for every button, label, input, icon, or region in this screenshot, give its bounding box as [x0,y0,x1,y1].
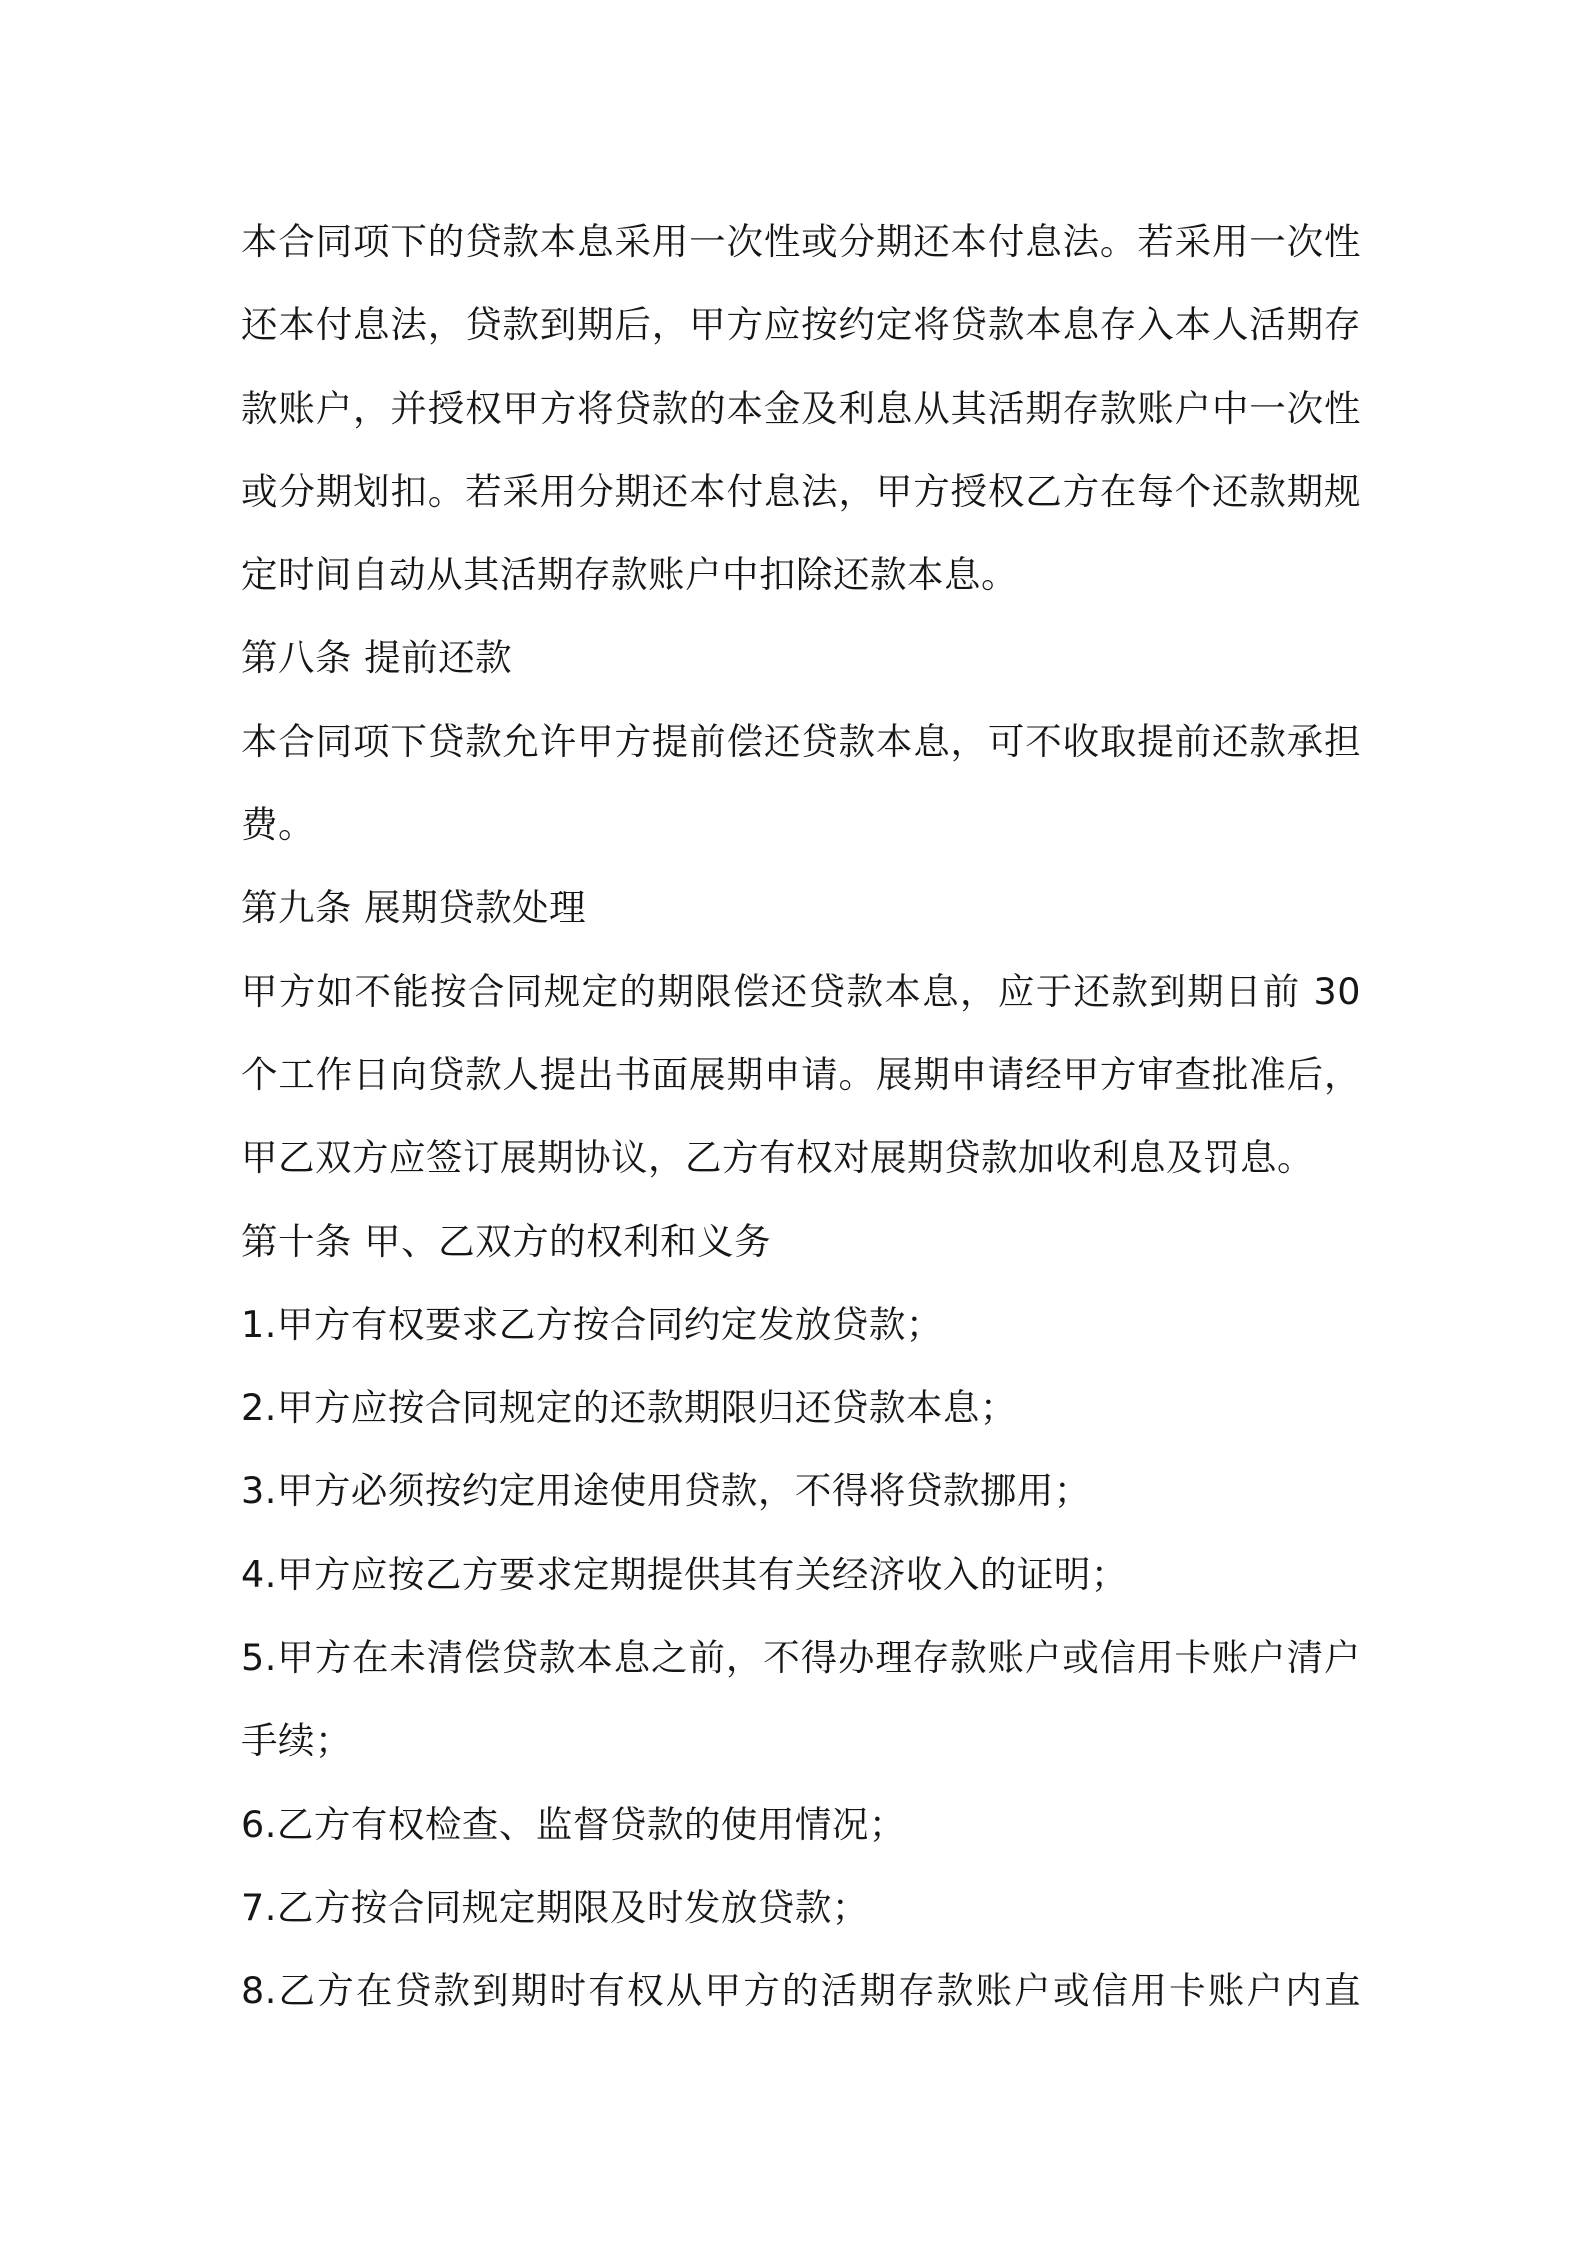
document-line: 7.乙方按合同规定期限及时发放贷款； [241,1885,869,1929]
document-line: 第九条 展期贷款处理 [241,886,587,930]
document-line: 或分期划扣。若采用分期还本付息法，甲方授权乙方在每个还款期规 [241,469,1361,513]
document-line: 本合同项下贷款允许甲方提前偿还贷款本息，可不收取提前还款承担 [241,719,1361,763]
document-line: 还本付息法，贷款到期后，甲方应按约定将贷款本息存入本人活期存 [241,303,1361,347]
document-line: 本合同项下的贷款本息采用一次性或分期还本付息法。若采用一次性 [241,220,1361,263]
document-line: 2.甲方应按合同规定的还款期限归还贷款本息； [241,1386,1017,1430]
document-line: 第八条 提前还款 [241,636,513,680]
document-line: 定时间自动从其活期存款账户中扣除还款本息。 [241,553,1018,597]
document-body [241,200,1361,2033]
document-line: 个工作日向贷款人提出书面展期申请。展期申请经甲方审查批准后， [241,1052,1361,1096]
document-line: 第十条 甲、乙双方的权利和义务 [241,1219,772,1263]
document-line: 3.甲方必须按约定用途使用贷款，不得将贷款挪用； [241,1469,1091,1513]
document-line: 5.甲方在未清偿贷款本息之前，不得办理存款账户或信用卡账户清户 [241,1636,1361,1680]
document-line: 甲乙双方应签订展期协议，乙方有权对展期贷款加收利息及罚息。 [241,1136,1314,1180]
document-line: 款账户，并授权甲方将贷款的本金及利息从其活期存款账户中一次性 [241,386,1361,430]
document-line: 手续； [241,1719,352,1763]
document-line: 4.甲方应按乙方要求定期提供其有关经济收入的证明； [241,1552,1128,1596]
document-line: 甲方如不能按合同规定的期限偿还贷款本息，应于还款到期日前 30 [241,969,1361,1013]
document-line: 1.甲方有权要求乙方按合同约定发放贷款； [241,1302,943,1346]
document-line: 6.乙方有权检查、监督贷款的使用情况； [241,1802,906,1846]
document-line: 费。 [241,803,315,847]
document-line: 8.乙方在贷款到期时有权从甲方的活期存款账户或信用卡账户内直 [241,1969,1361,2013]
